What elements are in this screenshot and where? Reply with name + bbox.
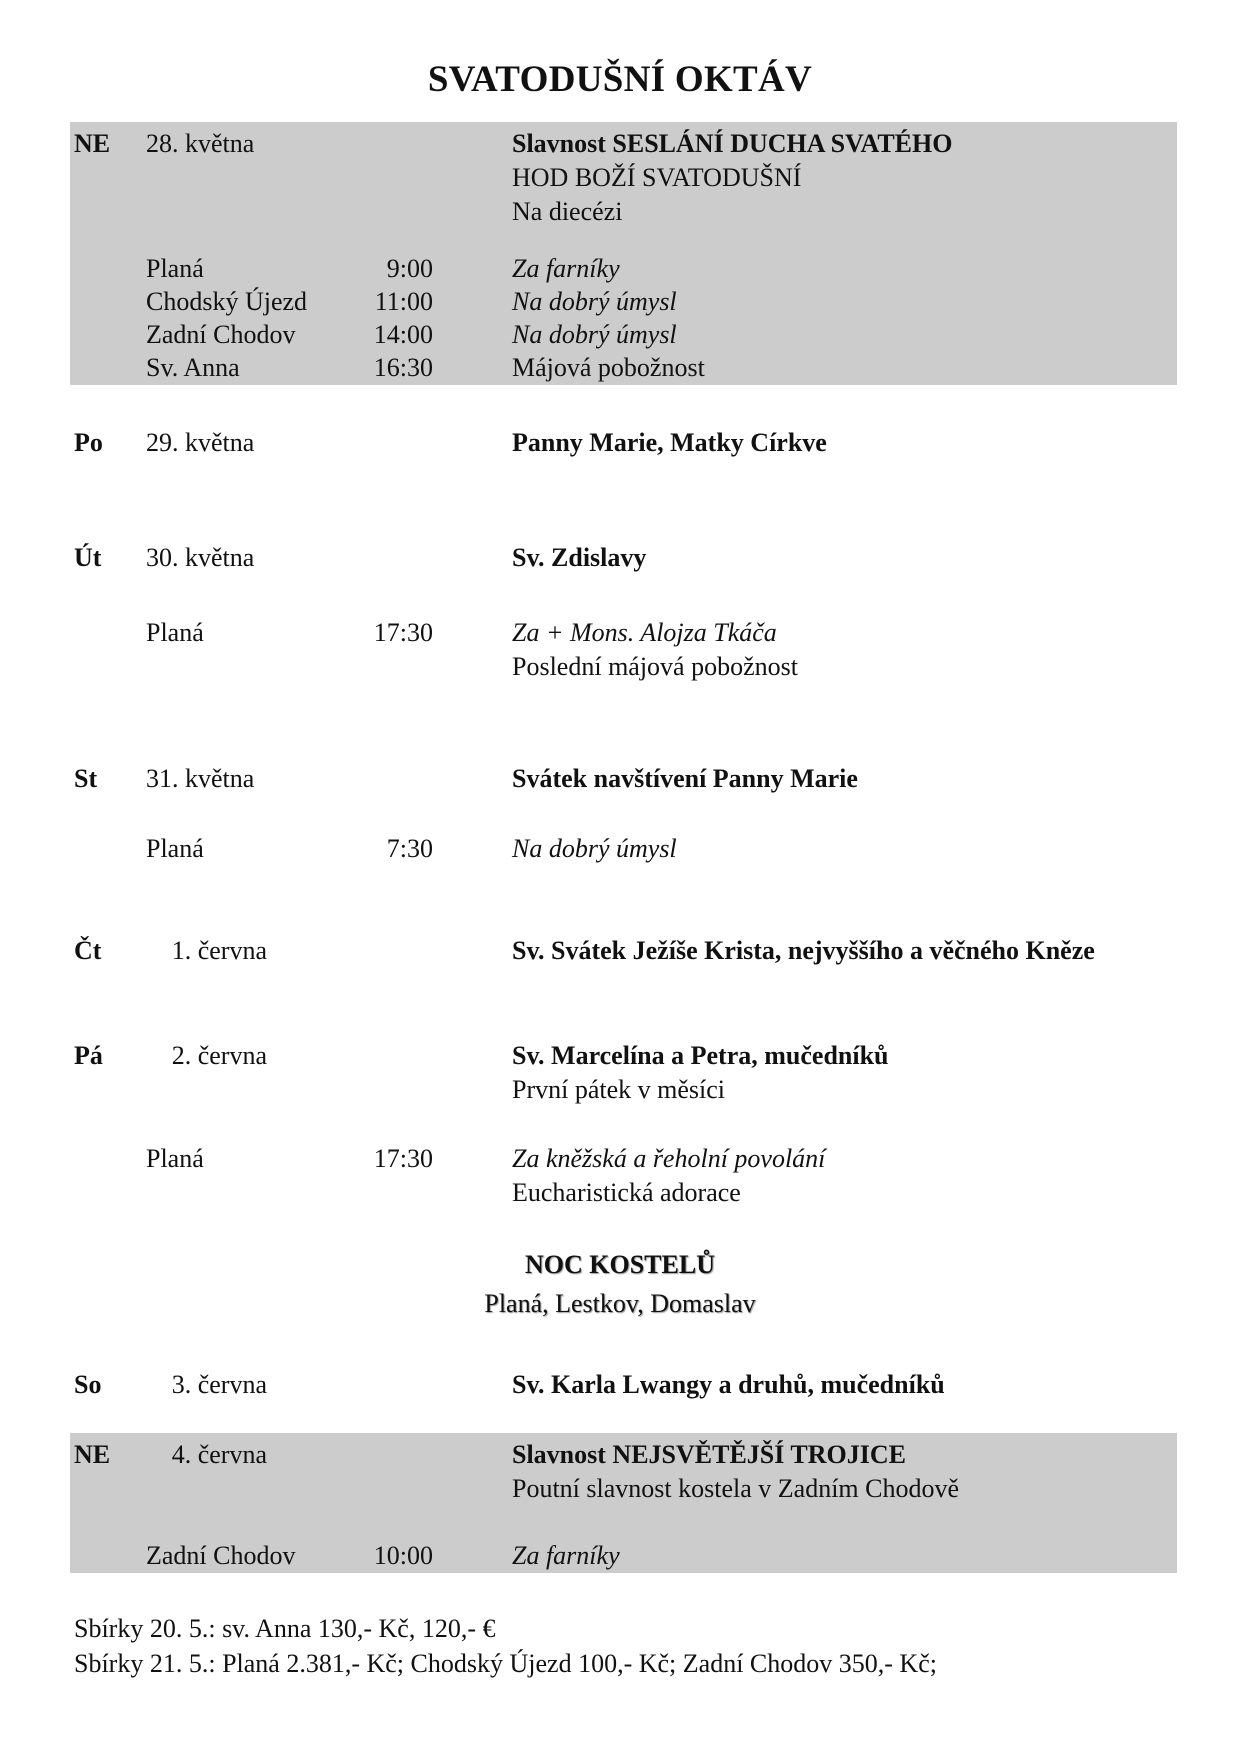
mass-place: Sv. Anna [146,353,240,382]
feast-title: Sv. Karla Lwangy a druhů, mučedníků [512,1370,945,1399]
day-abbrev: Čt [74,936,102,965]
mass-time: 14:00 [373,320,433,349]
day-abbrev: Po [74,428,103,457]
mass-place: Zadní Chodov [146,320,296,349]
mass-time: 9:00 [386,254,433,283]
mass-intention: Májová pobožnost [512,353,705,382]
mass-intention: Za + Mons. Alojza Tkáča [512,618,777,647]
mass-intention: Na dobrý úmysl [512,320,677,349]
mass-intention: Za farníky [512,254,620,283]
day-abbrev: NE [74,1440,111,1469]
day-date: 4. června [171,1440,267,1469]
feast-title: Sv. Marcelína a Petra, mučedníků [512,1041,889,1070]
event-places: Planá, Lestkov, Domaslav [484,1289,756,1318]
feast-note: HOD BOŽÍ SVATODUŠNÍ [512,163,802,192]
collection-line: Sbírky 21. 5.: Planá 2.381,- Kč; Chodský Újezd 100,- Kč; Zadní Chodov 350,- Kč; [74,1649,937,1678]
page-title: SVATODUŠNÍ OKTÁV [427,59,813,100]
mass-time: 17:30 [373,618,433,647]
day-date: 29. května [146,428,255,457]
mass-place: Planá [146,618,204,647]
mass-time: 17:30 [373,1144,433,1173]
mass-intention: Na dobrý úmysl [512,287,677,316]
mass-extra: Poslední májová pobožnost [512,652,798,681]
feast-title: Sv. Zdislavy [512,543,647,572]
mass-place: Planá [146,834,204,863]
day-date: 3. června [171,1370,267,1399]
collection-line: Sbírky 20. 5.: sv. Anna 130,- Kč, 120,- € [74,1614,496,1643]
mass-intention: Za farníky [512,1541,620,1570]
mass-time: 11:00 [374,287,433,316]
mass-intention: Na dobrý úmysl [512,834,677,863]
mass-time: 10:00 [373,1541,433,1570]
feast-title: Sv. Svátek Ježíše Krista, nejvyššího a věčného Kněze [512,936,1095,965]
day-abbrev: Út [74,543,102,572]
feast-note: První pátek v měsíci [512,1075,726,1104]
mass-intention: Za kněžská a řeholní povolání [512,1144,826,1173]
feast-note: Na diecézi [512,197,623,226]
day-date: 2. června [171,1041,267,1070]
mass-place: Zadní Chodov [146,1541,296,1570]
day-abbrev: NE [74,129,111,158]
mass-time: 7:30 [386,834,433,863]
day-abbrev: Pá [74,1041,103,1070]
day-date: 30. května [146,543,255,572]
event-title: NOC KOSTELŮ [525,1250,715,1279]
mass-time: 16:30 [373,353,433,382]
feast-title: Svátek navštívení Panny Marie [512,764,858,793]
day-abbrev: So [74,1370,102,1399]
feast-note: Poutní slavnost kostela v Zadním Chodově [512,1474,960,1503]
mass-place: Planá [146,1144,204,1173]
feast-title: Slavnost NEJSVĚTĚJŠÍ TROJICE [512,1440,906,1469]
feast-title: Panny Marie, Matky Církve [512,428,827,457]
mass-place: Chodský Újezd [146,287,308,316]
day-date: 31. května [146,764,255,793]
day-abbrev: St [74,764,98,793]
mass-place: Planá [146,254,204,283]
day-date: 28. května [146,129,255,158]
feast-title: Slavnost SESLÁNÍ DUCHA SVATÉHO [512,129,953,158]
day-date: 1. června [171,936,267,965]
mass-extra: Eucharistická adorace [512,1178,741,1207]
